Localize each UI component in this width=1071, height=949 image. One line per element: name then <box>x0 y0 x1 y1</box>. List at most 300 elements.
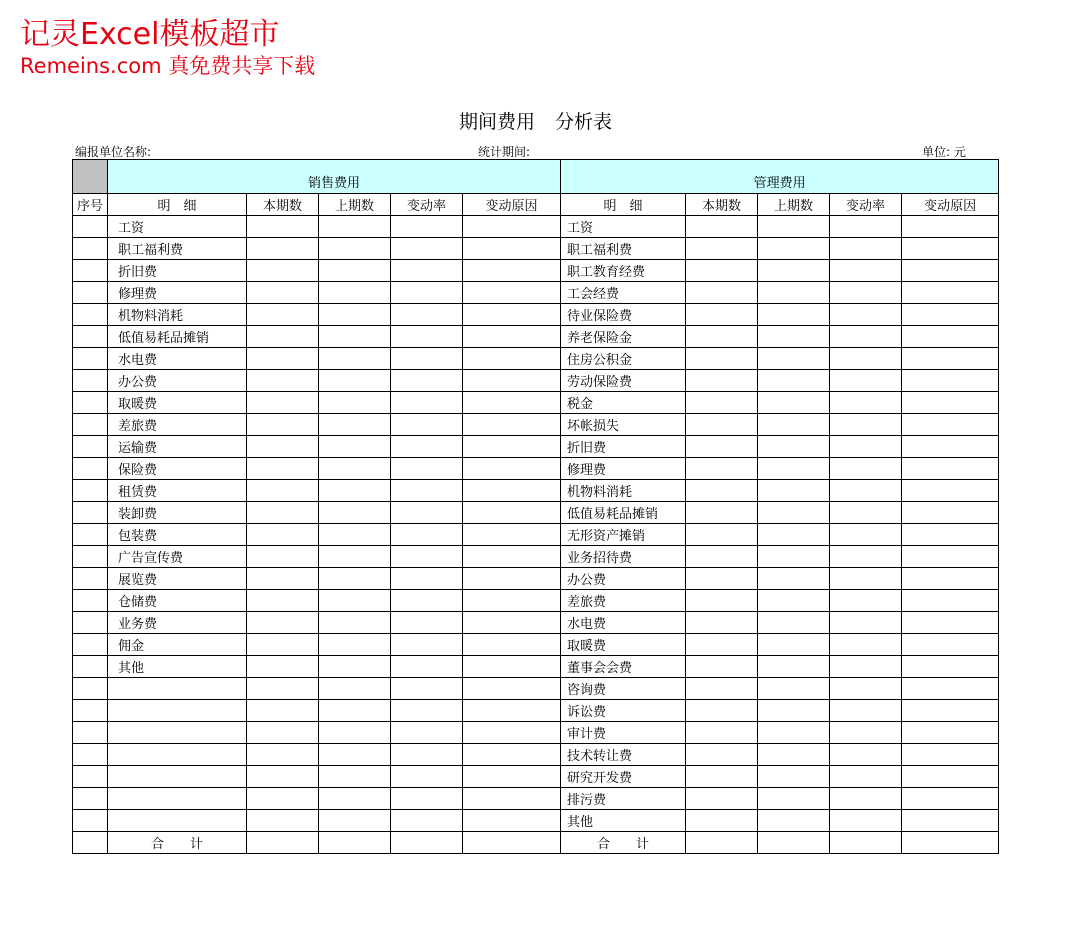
sales-item-cell[interactable] <box>108 744 247 766</box>
sales-current-cell[interactable] <box>247 282 319 304</box>
admin-change-reason-cell[interactable] <box>902 348 999 370</box>
sales-previous-cell[interactable] <box>319 326 391 348</box>
sales-current-cell[interactable] <box>247 744 319 766</box>
admin-current-cell[interactable] <box>686 326 758 348</box>
sales-change-rate-cell[interactable] <box>391 568 463 590</box>
admin-change-reason-cell[interactable] <box>902 810 999 832</box>
admin-item-cell[interactable]: 折旧费 <box>561 436 686 458</box>
sales-item-cell[interactable]: 水电费 <box>108 348 247 370</box>
sales-item-cell[interactable]: 其他 <box>108 656 247 678</box>
admin-previous-cell[interactable] <box>758 722 830 744</box>
sales-change-rate-cell[interactable] <box>391 370 463 392</box>
sales-change-rate-cell[interactable] <box>391 348 463 370</box>
admin-item-cell[interactable]: 养老保险金 <box>561 326 686 348</box>
sales-change-reason-cell[interactable] <box>463 524 561 546</box>
admin-current-cell[interactable] <box>686 744 758 766</box>
sales-item-cell[interactable]: 职工福利费 <box>108 238 247 260</box>
admin-change-rate-cell[interactable] <box>830 348 902 370</box>
sales-change-rate-cell[interactable] <box>391 524 463 546</box>
admin-previous-cell[interactable] <box>758 370 830 392</box>
sales-change-reason-cell[interactable] <box>463 260 561 282</box>
admin-change-rate-cell[interactable] <box>830 216 902 238</box>
sales-current-cell[interactable] <box>247 370 319 392</box>
admin-change-reason-cell[interactable] <box>902 260 999 282</box>
admin-current-cell[interactable] <box>686 568 758 590</box>
seq-cell[interactable] <box>73 656 108 678</box>
sales-change-rate-cell[interactable] <box>391 238 463 260</box>
sales-current-cell[interactable] <box>247 260 319 282</box>
sales-current-cell[interactable] <box>247 612 319 634</box>
admin-current-cell[interactable] <box>686 304 758 326</box>
sales-change-reason-cell[interactable] <box>463 370 561 392</box>
sales-change-reason-cell[interactable] <box>463 282 561 304</box>
admin-change-rate-cell[interactable] <box>830 524 902 546</box>
sales-current-cell[interactable] <box>247 524 319 546</box>
sales-item-cell[interactable] <box>108 788 247 810</box>
admin-change-reason-cell[interactable] <box>902 700 999 722</box>
sales-current-cell[interactable] <box>247 326 319 348</box>
sales-current-cell[interactable] <box>247 568 319 590</box>
seq-cell[interactable] <box>73 216 108 238</box>
seq-cell[interactable] <box>73 546 108 568</box>
admin-item-cell[interactable]: 职工教育经费 <box>561 260 686 282</box>
sales-change-rate-cell[interactable] <box>391 304 463 326</box>
sales-change-reason-cell[interactable] <box>463 546 561 568</box>
sales-change-rate-cell[interactable] <box>391 810 463 832</box>
admin-change-reason-cell[interactable] <box>902 634 999 656</box>
sales-previous-cell[interactable] <box>319 788 391 810</box>
admin-previous-cell[interactable] <box>758 656 830 678</box>
sales-current-cell[interactable] <box>247 348 319 370</box>
sales-previous-cell[interactable] <box>319 414 391 436</box>
admin-previous-cell[interactable] <box>758 238 830 260</box>
sales-change-rate-cell[interactable] <box>391 788 463 810</box>
admin-item-cell[interactable]: 取暖费 <box>561 634 686 656</box>
sales-item-cell[interactable]: 办公费 <box>108 370 247 392</box>
sales-current-cell[interactable] <box>247 590 319 612</box>
admin-item-cell[interactable]: 办公费 <box>561 568 686 590</box>
admin-change-rate-cell[interactable] <box>830 700 902 722</box>
sales-previous-cell[interactable] <box>319 656 391 678</box>
admin-change-reason-cell[interactable] <box>902 788 999 810</box>
sales-total-value-cell[interactable] <box>319 832 391 854</box>
admin-item-cell[interactable]: 研究开发费 <box>561 766 686 788</box>
sales-change-rate-cell[interactable] <box>391 502 463 524</box>
admin-previous-cell[interactable] <box>758 546 830 568</box>
admin-item-cell[interactable]: 技术转让费 <box>561 744 686 766</box>
admin-change-reason-cell[interactable] <box>902 238 999 260</box>
admin-current-cell[interactable] <box>686 216 758 238</box>
sales-item-cell[interactable]: 保险费 <box>108 458 247 480</box>
sales-change-reason-cell[interactable] <box>463 744 561 766</box>
sales-previous-cell[interactable] <box>319 348 391 370</box>
admin-item-cell[interactable]: 排污费 <box>561 788 686 810</box>
admin-current-cell[interactable] <box>686 370 758 392</box>
admin-previous-cell[interactable] <box>758 810 830 832</box>
admin-change-rate-cell[interactable] <box>830 436 902 458</box>
sales-previous-cell[interactable] <box>319 304 391 326</box>
admin-change-rate-cell[interactable] <box>830 722 902 744</box>
admin-item-cell[interactable]: 职工福利费 <box>561 238 686 260</box>
admin-current-cell[interactable] <box>686 502 758 524</box>
admin-change-rate-cell[interactable] <box>830 678 902 700</box>
seq-cell[interactable] <box>73 238 108 260</box>
admin-current-cell[interactable] <box>686 634 758 656</box>
sales-item-cell[interactable] <box>108 700 247 722</box>
admin-change-reason-cell[interactable] <box>902 722 999 744</box>
admin-change-rate-cell[interactable] <box>830 238 902 260</box>
sales-item-cell[interactable]: 工资 <box>108 216 247 238</box>
admin-change-reason-cell[interactable] <box>902 678 999 700</box>
sales-change-reason-cell[interactable] <box>463 678 561 700</box>
admin-item-cell[interactable]: 劳动保险费 <box>561 370 686 392</box>
admin-current-cell[interactable] <box>686 524 758 546</box>
sales-previous-cell[interactable] <box>319 590 391 612</box>
admin-change-rate-cell[interactable] <box>830 546 902 568</box>
admin-item-cell[interactable]: 机物料消耗 <box>561 480 686 502</box>
seq-cell[interactable] <box>73 590 108 612</box>
admin-previous-cell[interactable] <box>758 216 830 238</box>
sales-previous-cell[interactable] <box>319 766 391 788</box>
seq-cell[interactable] <box>73 326 108 348</box>
admin-current-cell[interactable] <box>686 414 758 436</box>
sales-previous-cell[interactable] <box>319 370 391 392</box>
sales-item-cell[interactable] <box>108 722 247 744</box>
admin-previous-cell[interactable] <box>758 612 830 634</box>
seq-cell[interactable] <box>73 788 108 810</box>
admin-total-value-cell[interactable] <box>902 832 999 854</box>
sales-current-cell[interactable] <box>247 766 319 788</box>
seq-cell[interactable] <box>73 744 108 766</box>
seq-cell[interactable] <box>73 524 108 546</box>
sales-change-rate-cell[interactable] <box>391 216 463 238</box>
sales-previous-cell[interactable] <box>319 810 391 832</box>
admin-change-reason-cell[interactable] <box>902 524 999 546</box>
sales-current-cell[interactable] <box>247 304 319 326</box>
admin-previous-cell[interactable] <box>758 348 830 370</box>
sales-change-rate-cell[interactable] <box>391 700 463 722</box>
admin-current-cell[interactable] <box>686 348 758 370</box>
sales-previous-cell[interactable] <box>319 546 391 568</box>
admin-change-reason-cell[interactable] <box>902 326 999 348</box>
admin-previous-cell[interactable] <box>758 326 830 348</box>
sales-current-cell[interactable] <box>247 238 319 260</box>
sales-change-reason-cell[interactable] <box>463 480 561 502</box>
sales-total-value-cell[interactable] <box>463 832 561 854</box>
sales-current-cell[interactable] <box>247 216 319 238</box>
sales-change-reason-cell[interactable] <box>463 326 561 348</box>
seq-cell[interactable] <box>73 568 108 590</box>
sales-change-rate-cell[interactable] <box>391 766 463 788</box>
admin-total-value-cell[interactable] <box>830 832 902 854</box>
admin-previous-cell[interactable] <box>758 392 830 414</box>
admin-change-reason-cell[interactable] <box>902 282 999 304</box>
sales-change-reason-cell[interactable] <box>463 458 561 480</box>
admin-item-cell[interactable]: 差旅费 <box>561 590 686 612</box>
admin-change-rate-cell[interactable] <box>830 370 902 392</box>
sales-change-reason-cell[interactable] <box>463 590 561 612</box>
admin-change-rate-cell[interactable] <box>830 634 902 656</box>
admin-change-reason-cell[interactable] <box>902 392 999 414</box>
sales-previous-cell[interactable] <box>319 238 391 260</box>
admin-change-reason-cell[interactable] <box>902 436 999 458</box>
sales-change-rate-cell[interactable] <box>391 590 463 612</box>
sales-current-cell[interactable] <box>247 788 319 810</box>
sales-change-rate-cell[interactable] <box>391 634 463 656</box>
admin-current-cell[interactable] <box>686 238 758 260</box>
admin-change-rate-cell[interactable] <box>830 458 902 480</box>
sales-current-cell[interactable] <box>247 546 319 568</box>
sales-change-reason-cell[interactable] <box>463 238 561 260</box>
sales-current-cell[interactable] <box>247 458 319 480</box>
admin-current-cell[interactable] <box>686 480 758 502</box>
sales-current-cell[interactable] <box>247 414 319 436</box>
admin-previous-cell[interactable] <box>758 744 830 766</box>
sales-previous-cell[interactable] <box>319 458 391 480</box>
sales-previous-cell[interactable] <box>319 480 391 502</box>
admin-item-cell[interactable]: 修理费 <box>561 458 686 480</box>
sales-item-cell[interactable]: 包装费 <box>108 524 247 546</box>
admin-current-cell[interactable] <box>686 678 758 700</box>
admin-change-rate-cell[interactable] <box>830 502 902 524</box>
admin-previous-cell[interactable] <box>758 568 830 590</box>
admin-total-value-cell[interactable] <box>758 832 830 854</box>
admin-current-cell[interactable] <box>686 656 758 678</box>
sales-change-rate-cell[interactable] <box>391 458 463 480</box>
seq-cell[interactable] <box>73 700 108 722</box>
sales-change-rate-cell[interactable] <box>391 656 463 678</box>
sales-previous-cell[interactable] <box>319 678 391 700</box>
sales-change-reason-cell[interactable] <box>463 634 561 656</box>
seq-cell[interactable] <box>73 304 108 326</box>
admin-previous-cell[interactable] <box>758 502 830 524</box>
seq-cell[interactable] <box>73 766 108 788</box>
admin-change-reason-cell[interactable] <box>902 480 999 502</box>
sales-item-cell[interactable]: 折旧费 <box>108 260 247 282</box>
admin-previous-cell[interactable] <box>758 436 830 458</box>
admin-change-reason-cell[interactable] <box>902 546 999 568</box>
admin-previous-cell[interactable] <box>758 700 830 722</box>
admin-current-cell[interactable] <box>686 392 758 414</box>
admin-previous-cell[interactable] <box>758 480 830 502</box>
sales-item-cell[interactable]: 低值易耗品摊销 <box>108 326 247 348</box>
sales-item-cell[interactable]: 机物料消耗 <box>108 304 247 326</box>
admin-change-reason-cell[interactable] <box>902 502 999 524</box>
seq-cell[interactable] <box>73 810 108 832</box>
sales-current-cell[interactable] <box>247 634 319 656</box>
sales-item-cell[interactable]: 租赁费 <box>108 480 247 502</box>
sales-previous-cell[interactable] <box>319 216 391 238</box>
admin-change-rate-cell[interactable] <box>830 766 902 788</box>
sales-previous-cell[interactable] <box>319 722 391 744</box>
admin-item-cell[interactable]: 住房公积金 <box>561 348 686 370</box>
seq-cell[interactable] <box>73 436 108 458</box>
admin-change-rate-cell[interactable] <box>830 392 902 414</box>
admin-item-cell[interactable]: 坏帐损失 <box>561 414 686 436</box>
admin-item-cell[interactable]: 其他 <box>561 810 686 832</box>
admin-change-rate-cell[interactable] <box>830 810 902 832</box>
sales-change-rate-cell[interactable] <box>391 722 463 744</box>
admin-item-cell[interactable]: 咨询费 <box>561 678 686 700</box>
admin-current-cell[interactable] <box>686 700 758 722</box>
sales-change-rate-cell[interactable] <box>391 436 463 458</box>
seq-cell[interactable] <box>73 348 108 370</box>
admin-current-cell[interactable] <box>686 546 758 568</box>
seq-cell[interactable] <box>73 634 108 656</box>
admin-item-cell[interactable]: 无形资产摊销 <box>561 524 686 546</box>
admin-change-reason-cell[interactable] <box>902 216 999 238</box>
sales-change-reason-cell[interactable] <box>463 788 561 810</box>
admin-change-rate-cell[interactable] <box>830 568 902 590</box>
seq-cell[interactable] <box>73 832 108 854</box>
sales-current-cell[interactable] <box>247 436 319 458</box>
sales-change-reason-cell[interactable] <box>463 348 561 370</box>
admin-change-reason-cell[interactable] <box>902 458 999 480</box>
sales-change-rate-cell[interactable] <box>391 480 463 502</box>
sales-change-reason-cell[interactable] <box>463 414 561 436</box>
sales-change-reason-cell[interactable] <box>463 502 561 524</box>
admin-previous-cell[interactable] <box>758 282 830 304</box>
seq-cell[interactable] <box>73 370 108 392</box>
sales-item-cell[interactable]: 装卸费 <box>108 502 247 524</box>
admin-previous-cell[interactable] <box>758 524 830 546</box>
admin-total-value-cell[interactable] <box>686 832 758 854</box>
admin-item-cell[interactable]: 低值易耗品摊销 <box>561 502 686 524</box>
admin-item-cell[interactable]: 诉讼费 <box>561 700 686 722</box>
sales-change-reason-cell[interactable] <box>463 722 561 744</box>
sales-current-cell[interactable] <box>247 678 319 700</box>
seq-cell[interactable] <box>73 392 108 414</box>
sales-change-reason-cell[interactable] <box>463 216 561 238</box>
admin-change-rate-cell[interactable] <box>830 480 902 502</box>
admin-change-reason-cell[interactable] <box>902 568 999 590</box>
sales-change-rate-cell[interactable] <box>391 414 463 436</box>
seq-cell[interactable] <box>73 502 108 524</box>
admin-current-cell[interactable] <box>686 766 758 788</box>
admin-change-rate-cell[interactable] <box>830 612 902 634</box>
sales-current-cell[interactable] <box>247 700 319 722</box>
admin-change-rate-cell[interactable] <box>830 744 902 766</box>
admin-current-cell[interactable] <box>686 722 758 744</box>
admin-change-reason-cell[interactable] <box>902 766 999 788</box>
sales-current-cell[interactable] <box>247 392 319 414</box>
sales-change-reason-cell[interactable] <box>463 656 561 678</box>
admin-item-cell[interactable]: 工资 <box>561 216 686 238</box>
sales-item-cell[interactable] <box>108 678 247 700</box>
sales-current-cell[interactable] <box>247 480 319 502</box>
seq-cell[interactable] <box>73 612 108 634</box>
admin-current-cell[interactable] <box>686 788 758 810</box>
admin-previous-cell[interactable] <box>758 766 830 788</box>
seq-cell[interactable] <box>73 678 108 700</box>
sales-item-cell[interactable]: 运输费 <box>108 436 247 458</box>
sales-previous-cell[interactable] <box>319 612 391 634</box>
admin-previous-cell[interactable] <box>758 260 830 282</box>
admin-item-cell[interactable]: 水电费 <box>561 612 686 634</box>
admin-previous-cell[interactable] <box>758 414 830 436</box>
admin-item-cell[interactable]: 税金 <box>561 392 686 414</box>
sales-change-reason-cell[interactable] <box>463 766 561 788</box>
admin-change-rate-cell[interactable] <box>830 326 902 348</box>
sales-total-value-cell[interactable] <box>247 832 319 854</box>
admin-item-cell[interactable]: 工会经费 <box>561 282 686 304</box>
admin-current-cell[interactable] <box>686 458 758 480</box>
admin-previous-cell[interactable] <box>758 304 830 326</box>
admin-previous-cell[interactable] <box>758 634 830 656</box>
sales-change-reason-cell[interactable] <box>463 392 561 414</box>
sales-item-cell[interactable] <box>108 766 247 788</box>
admin-previous-cell[interactable] <box>758 590 830 612</box>
seq-cell[interactable] <box>73 260 108 282</box>
sales-item-cell[interactable] <box>108 810 247 832</box>
admin-change-reason-cell[interactable] <box>902 590 999 612</box>
admin-change-reason-cell[interactable] <box>902 304 999 326</box>
sales-item-cell[interactable]: 差旅费 <box>108 414 247 436</box>
sales-total-value-cell[interactable] <box>391 832 463 854</box>
seq-cell[interactable] <box>73 282 108 304</box>
sales-previous-cell[interactable] <box>319 744 391 766</box>
sales-item-cell[interactable]: 仓储费 <box>108 590 247 612</box>
sales-change-rate-cell[interactable] <box>391 546 463 568</box>
sales-change-rate-cell[interactable] <box>391 392 463 414</box>
admin-current-cell[interactable] <box>686 282 758 304</box>
sales-change-reason-cell[interactable] <box>463 436 561 458</box>
sales-change-rate-cell[interactable] <box>391 612 463 634</box>
sales-change-rate-cell[interactable] <box>391 678 463 700</box>
admin-change-rate-cell[interactable] <box>830 260 902 282</box>
admin-change-reason-cell[interactable] <box>902 612 999 634</box>
sales-previous-cell[interactable] <box>319 634 391 656</box>
sales-previous-cell[interactable] <box>319 700 391 722</box>
sales-change-reason-cell[interactable] <box>463 304 561 326</box>
admin-current-cell[interactable] <box>686 810 758 832</box>
admin-change-rate-cell[interactable] <box>830 788 902 810</box>
admin-item-cell[interactable]: 业务招待费 <box>561 546 686 568</box>
sales-item-cell[interactable]: 广告宣传费 <box>108 546 247 568</box>
sales-change-reason-cell[interactable] <box>463 810 561 832</box>
seq-cell[interactable] <box>73 458 108 480</box>
admin-previous-cell[interactable] <box>758 788 830 810</box>
admin-change-rate-cell[interactable] <box>830 590 902 612</box>
admin-change-reason-cell[interactable] <box>902 744 999 766</box>
admin-current-cell[interactable] <box>686 260 758 282</box>
admin-item-cell[interactable]: 待业保险费 <box>561 304 686 326</box>
sales-item-cell[interactable]: 取暖费 <box>108 392 247 414</box>
admin-change-reason-cell[interactable] <box>902 414 999 436</box>
seq-cell[interactable] <box>73 414 108 436</box>
sales-item-cell[interactable]: 展览费 <box>108 568 247 590</box>
sales-change-rate-cell[interactable] <box>391 326 463 348</box>
admin-previous-cell[interactable] <box>758 458 830 480</box>
admin-previous-cell[interactable] <box>758 678 830 700</box>
admin-change-reason-cell[interactable] <box>902 370 999 392</box>
admin-item-cell[interactable]: 董事会会费 <box>561 656 686 678</box>
sales-change-rate-cell[interactable] <box>391 260 463 282</box>
admin-item-cell[interactable]: 审计费 <box>561 722 686 744</box>
sales-change-reason-cell[interactable] <box>463 568 561 590</box>
admin-change-rate-cell[interactable] <box>830 414 902 436</box>
corner-cell[interactable] <box>73 160 108 194</box>
admin-current-cell[interactable] <box>686 612 758 634</box>
sales-current-cell[interactable] <box>247 502 319 524</box>
sales-previous-cell[interactable] <box>319 568 391 590</box>
admin-current-cell[interactable] <box>686 436 758 458</box>
admin-change-rate-cell[interactable] <box>830 656 902 678</box>
seq-cell[interactable] <box>73 722 108 744</box>
sales-previous-cell[interactable] <box>319 524 391 546</box>
sales-item-cell[interactable]: 佣金 <box>108 634 247 656</box>
sales-previous-cell[interactable] <box>319 436 391 458</box>
